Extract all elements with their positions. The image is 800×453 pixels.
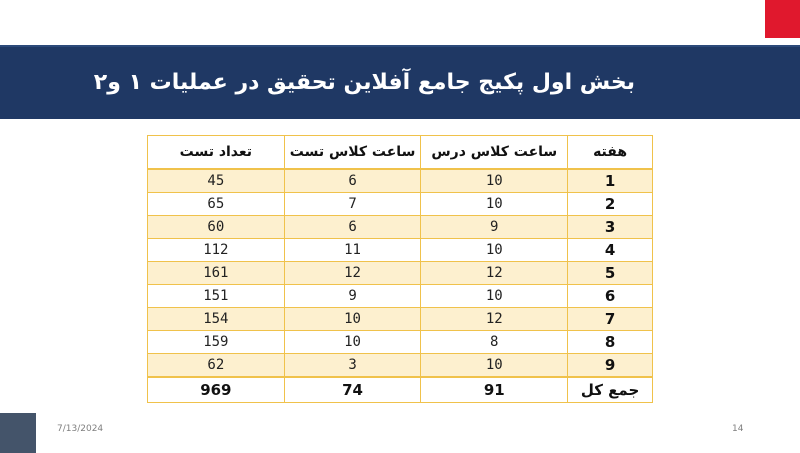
footer-accent-block (0, 413, 36, 453)
cell-test-count: 65 (148, 193, 285, 216)
table-row (148, 193, 653, 216)
header-test-class-hours: ساعت کلاس تست (284, 136, 421, 170)
cell-test-class-hours: 7 (284, 193, 421, 216)
cell-week: 1 (568, 169, 653, 193)
cell-test-class-hours: 12 (284, 262, 421, 285)
slide-title: بخش اول پکیج جامع آفلاین تحقیق در عملیات ۱ و۲ (93, 70, 635, 95)
table-row (148, 262, 653, 285)
header-test-count: تعداد تست (148, 136, 285, 170)
table-row (148, 169, 653, 193)
red-accent-block (765, 0, 800, 38)
table-row (148, 308, 653, 331)
page-number: 14 (732, 424, 744, 434)
total-test-class-hours: 74 (284, 377, 421, 403)
schedule-table-container (147, 135, 653, 403)
cell-test-count: 60 (148, 216, 285, 239)
cell-test-count: 159 (148, 331, 285, 354)
cell-test-count: 62 (148, 354, 285, 378)
table-row (148, 354, 653, 378)
table-total-row (148, 377, 653, 403)
total-label: جمع کل (568, 377, 653, 403)
cell-test-class-hours: 3 (284, 354, 421, 378)
cell-test-class-hours: 9 (284, 285, 421, 308)
cell-week: 9 (568, 354, 653, 378)
header-lesson-class-hours: ساعت کلاس درس (421, 136, 568, 170)
schedule-table (147, 135, 653, 403)
total-test-count: 969 (148, 377, 285, 403)
title-band (0, 45, 800, 119)
cell-week: 8 (568, 331, 653, 354)
cell-lesson-class-hours: 10 (421, 193, 568, 216)
cell-week: 6 (568, 285, 653, 308)
footer-date: 7/13/2024 (57, 424, 104, 434)
cell-lesson-class-hours: 10 (421, 169, 568, 193)
cell-lesson-class-hours: 10 (421, 285, 568, 308)
total-lesson-class-hours: 91 (421, 377, 568, 403)
cell-lesson-class-hours: 8 (421, 331, 568, 354)
cell-week: 5 (568, 262, 653, 285)
cell-lesson-class-hours: 10 (421, 239, 568, 262)
cell-test-class-hours: 10 (284, 331, 421, 354)
table-row (148, 331, 653, 354)
table-header-row (148, 136, 653, 170)
cell-test-class-hours: 10 (284, 308, 421, 331)
cell-week: 3 (568, 216, 653, 239)
cell-lesson-class-hours: 12 (421, 262, 568, 285)
cell-test-count: 45 (148, 169, 285, 193)
cell-test-class-hours: 6 (284, 169, 421, 193)
header-week: هفته (568, 136, 653, 170)
table-row (148, 239, 653, 262)
cell-test-count: 161 (148, 262, 285, 285)
cell-test-count: 112 (148, 239, 285, 262)
cell-test-count: 154 (148, 308, 285, 331)
cell-test-count: 151 (148, 285, 285, 308)
cell-week: 2 (568, 193, 653, 216)
table-row (148, 216, 653, 239)
cell-lesson-class-hours: 9 (421, 216, 568, 239)
cell-week: 7 (568, 308, 653, 331)
cell-test-class-hours: 6 (284, 216, 421, 239)
cell-lesson-class-hours: 12 (421, 308, 568, 331)
table-row (148, 285, 653, 308)
cell-week: 4 (568, 239, 653, 262)
cell-lesson-class-hours: 10 (421, 354, 568, 378)
cell-test-class-hours: 11 (284, 239, 421, 262)
